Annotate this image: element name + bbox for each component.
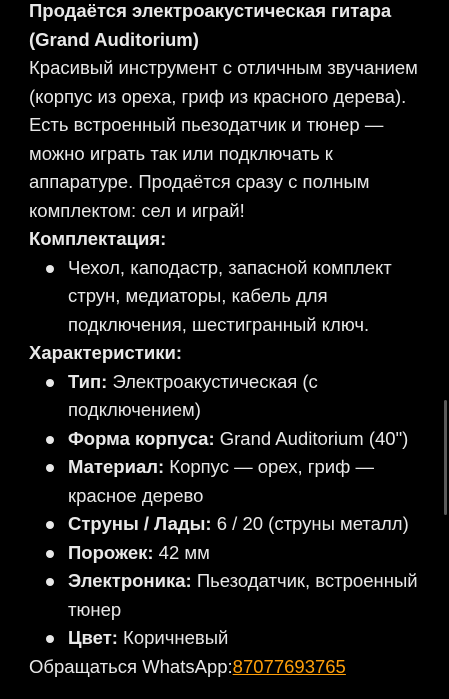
specs-heading: Характеристики: (29, 342, 183, 363)
scrollbar[interactable] (444, 400, 447, 515)
spec-label: Форма корпуса: (68, 427, 215, 449)
kit-list (29, 254, 429, 340)
spec-label: Электроника: (68, 570, 192, 591)
spec-value: 6 / 20 (струны металл) (211, 513, 409, 534)
spec-value: Корпус — орех, гриф — красное дерево (68, 456, 374, 506)
spec-label: Струны / Лады: (68, 513, 212, 534)
listing-description (29, 0, 429, 681)
kit-heading: Комплектация: (29, 228, 167, 249)
bullet-icon (46, 578, 54, 586)
spec-value: Коричневый (117, 627, 229, 648)
bullet-icon (46, 635, 54, 643)
spec-value: Пьезодатчик, встроенный тюнер (68, 570, 418, 620)
spec-item-body-shape (29, 425, 429, 454)
spec-value: 42 мм (153, 541, 210, 563)
bullet-icon (46, 436, 54, 444)
description-text: Красивый инструмент с отличным звучанием (корпус из ореха, гриф из красного дерева). Есть встроенный пьезодатчик и тюнер — можно играть так или подключать к аппаратуре. Продаётся сразу с полным комплектом: сел и играй! (29, 57, 418, 221)
spec-item-electronics (29, 567, 429, 624)
spec-label: Порожек: (68, 541, 154, 563)
bullet-icon (46, 464, 54, 472)
contact-row (29, 653, 429, 682)
listing-title: Продаётся электроакустическая гитара (Grand Auditorium) (29, 0, 392, 50)
list-item (29, 254, 429, 340)
spec-label: Цвет: (68, 627, 118, 648)
spec-label: Тип: (68, 370, 108, 392)
spec-value: Электроакустическая (с подключением) (68, 370, 318, 420)
bullet-icon (46, 265, 54, 273)
kit-item-text: Чехол, каподастр, запасной комплект струн, медиаторы, кабель для подключения, шестигранный ключ. (68, 256, 392, 335)
phone-link[interactable]: 87077693765 (232, 655, 346, 677)
bullet-icon (46, 550, 54, 558)
spec-item-type (29, 368, 429, 425)
spec-item-color (29, 624, 429, 653)
spec-value: Grand Auditorium (40") (214, 427, 409, 449)
spec-item-nut (29, 539, 429, 568)
bullet-icon (46, 521, 54, 529)
specs-list (29, 368, 429, 653)
bullet-icon (46, 379, 54, 387)
contact-label: Обращаться WhatsApp: (29, 655, 233, 677)
spec-item-material (29, 453, 429, 510)
spec-item-strings-frets (29, 510, 429, 539)
spec-label: Материал: (68, 456, 165, 477)
